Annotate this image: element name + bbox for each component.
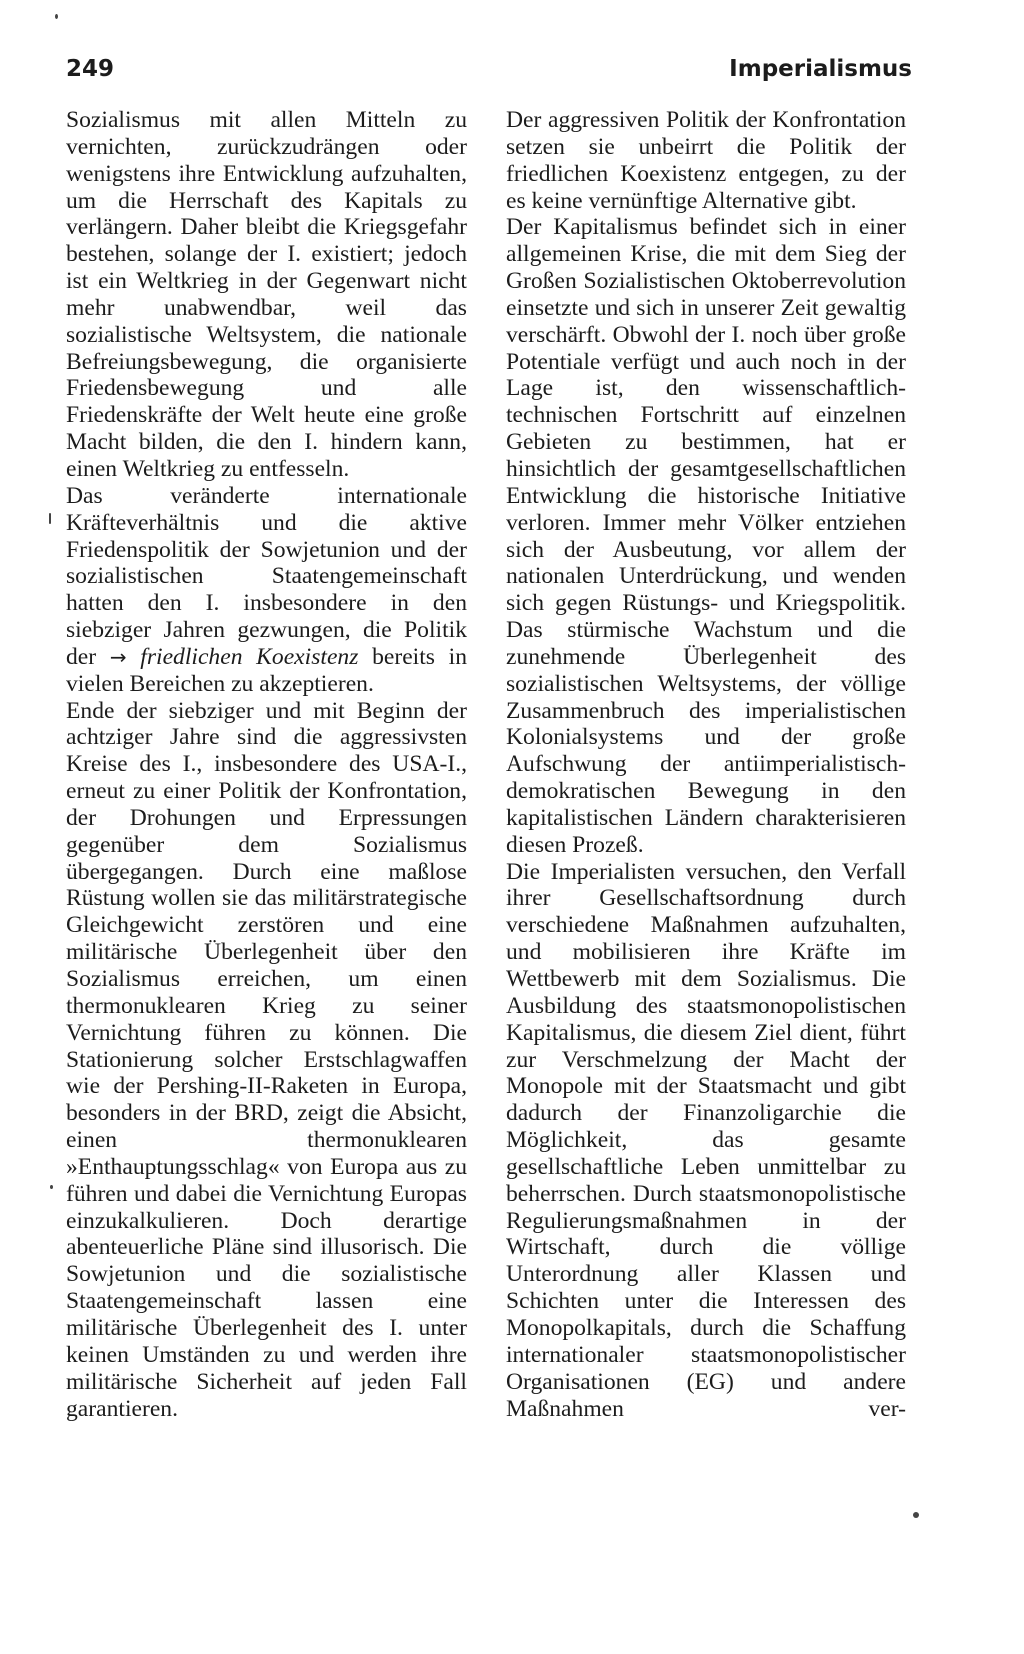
right-paragraph-2: Der Kapitalismus befindet sich in einer allgemeinen Krise, die mit dem Sieg der Großen Sozialistischen Oktoberrevolution einsetzte und sich in unserer Zeit gewaltig verschärft. Obwohl der I. noch über große Potentiale verfügt und auch noch in der Lage ist, den wissenschaftlich-technischen Fortschritt auf einzelnen Gebieten zu bestimmen, hat er hinsichtlich der gesamtgesellschaftlichen Entwicklung die historische Initiative verloren. Immer mehr Völker entziehen sich der Ausbeutung, vor allem der nationalen Unterdrückung, und wenden sich gegen Rüstungs- und Kriegspolitik. Das stürmische Wachstum und die zunehmende Überlegenheit des sozialistischen Weltsystems, der völlige Zusammenbruch des imperialistischen Kolonialsystems und der große Aufschwung der antiimperialistisch-demokratischen Bewegung in den kapitalistischen Ländern charakterisieren diesen Prozeß. [506, 214, 906, 858]
left-paragraph-2-text-before: Das veränderte internationale Kräfteverhältnis und die aktive Friedenspolitik der Sowjetunion und der sozialistischen Staatengemeinschaft hatten den I. insbesondere in den siebziger Jahren gezwungen, die Politik der [66, 482, 467, 670]
page-header [66, 56, 912, 90]
running-head: Imperialismus [729, 56, 912, 82]
left-paragraph-3: Ende der siebziger und mit Beginn der achtziger Jahre sind die aggressivsten Kreise des I., insbesondere des USA-I., erneut zu einer Politik der Konfrontation, der Drohungen und Erpressungen gegenüber dem Sozialismus übergegangen. Durch eine maßlose Rüstung wollen sie das militärstrategische Gleichgewicht zerstören und eine militärische Überlegenheit über den Sozialismus erreichen, um einen thermonuklearen Krieg zu seiner Vernichtung führen zu können. Die Stationierung solcher Erstschlagwaffen wie der Pershing-II-Raketen in Europa, besonders in der BRD, zeigt die Absicht, einen thermonuklearen »Enthauptungsschlag« von Europa aus zu führen und dabei die Vernichtung Europas einzukalkulieren. Doch derartige abenteuerliche Pläne sind illusorisch. Die Sowjetunion und die sozialistische Staatengemeinschaft lassen eine militärische Überlegenheit des I. unter keinen Umständen zu und werden ihre militärische Sicherheit auf jeden Fall garantieren. [66, 697, 467, 1422]
scan-speck [50, 1185, 53, 1189]
left-paragraph-2 [66, 483, 467, 698]
right-paragraph-3: Die Imperialisten versuchen, den Verfall ihrer Gesellschaftsordnung durch verschiedene Maßnahmen aufzuhalten, und mobilisieren ihre Kräfte im Wettbewerb mit dem Sozialismus. Die Ausbildung des staatsmonopolistischen Kapitalismus, die diesem Ziel dient, führt zur Verschmelzung der Macht der Monopole mit der Staatsmacht und gibt dadurch der Finanzoligarchie die Möglichkeit, das gesamte gesellschaftliche Leben unmittelbar zu beherrschen. Durch staatsmonopolistische Regulierungsmaßnahmen in der Wirtschaft, durch die völlige Unterordnung aller Klassen und Schichten unter die Interessen des Monopolkapitals, durch die Schaffung internationaler staatsmonopolistischer Organisationen (EG) und andere Maßnahmen ver- [506, 858, 906, 1422]
left-paragraph-2-text-after: bereits in vielen Bereichen zu akzeptieren. [66, 643, 467, 697]
left-column [66, 107, 467, 1422]
right-column [506, 107, 906, 1422]
scan-speck [49, 513, 51, 524]
page-number: 249 [66, 56, 115, 82]
cross-reference-arrow-icon: → [109, 644, 127, 669]
right-paragraph-1: Der aggressiven Politik der Konfrontation setzen sie unbeirrt die Politik der friedlichen Koexistenz entgegen, zu der es keine vernünftige Alternative gibt. [506, 107, 906, 214]
left-paragraph-1: Sozialismus mit allen Mitteln zu vernichten, zurückzudrängen oder wenigstens ihre Entwicklung aufzuhalten, um die Herrschaft des Kapitals zu verlängern. Daher bleibt die Kriegsgefahr bestehen, solange der I. existiert; jedoch ist ein Weltkrieg in der Gegenwart nicht mehr unabwendbar, weil das sozialistische Weltsystem, die nationale Befreiungsbewegung, die organisierte Friedensbewegung und alle Friedenskräfte der Welt heute eine große Macht bilden, die den I. hindern kann, einen Weltkrieg zu entfesseln. [66, 107, 467, 482]
scan-speck [913, 1512, 919, 1518]
scan-speck [55, 14, 58, 19]
cross-reference-term: friedlichen Koexistenz [140, 643, 359, 670]
